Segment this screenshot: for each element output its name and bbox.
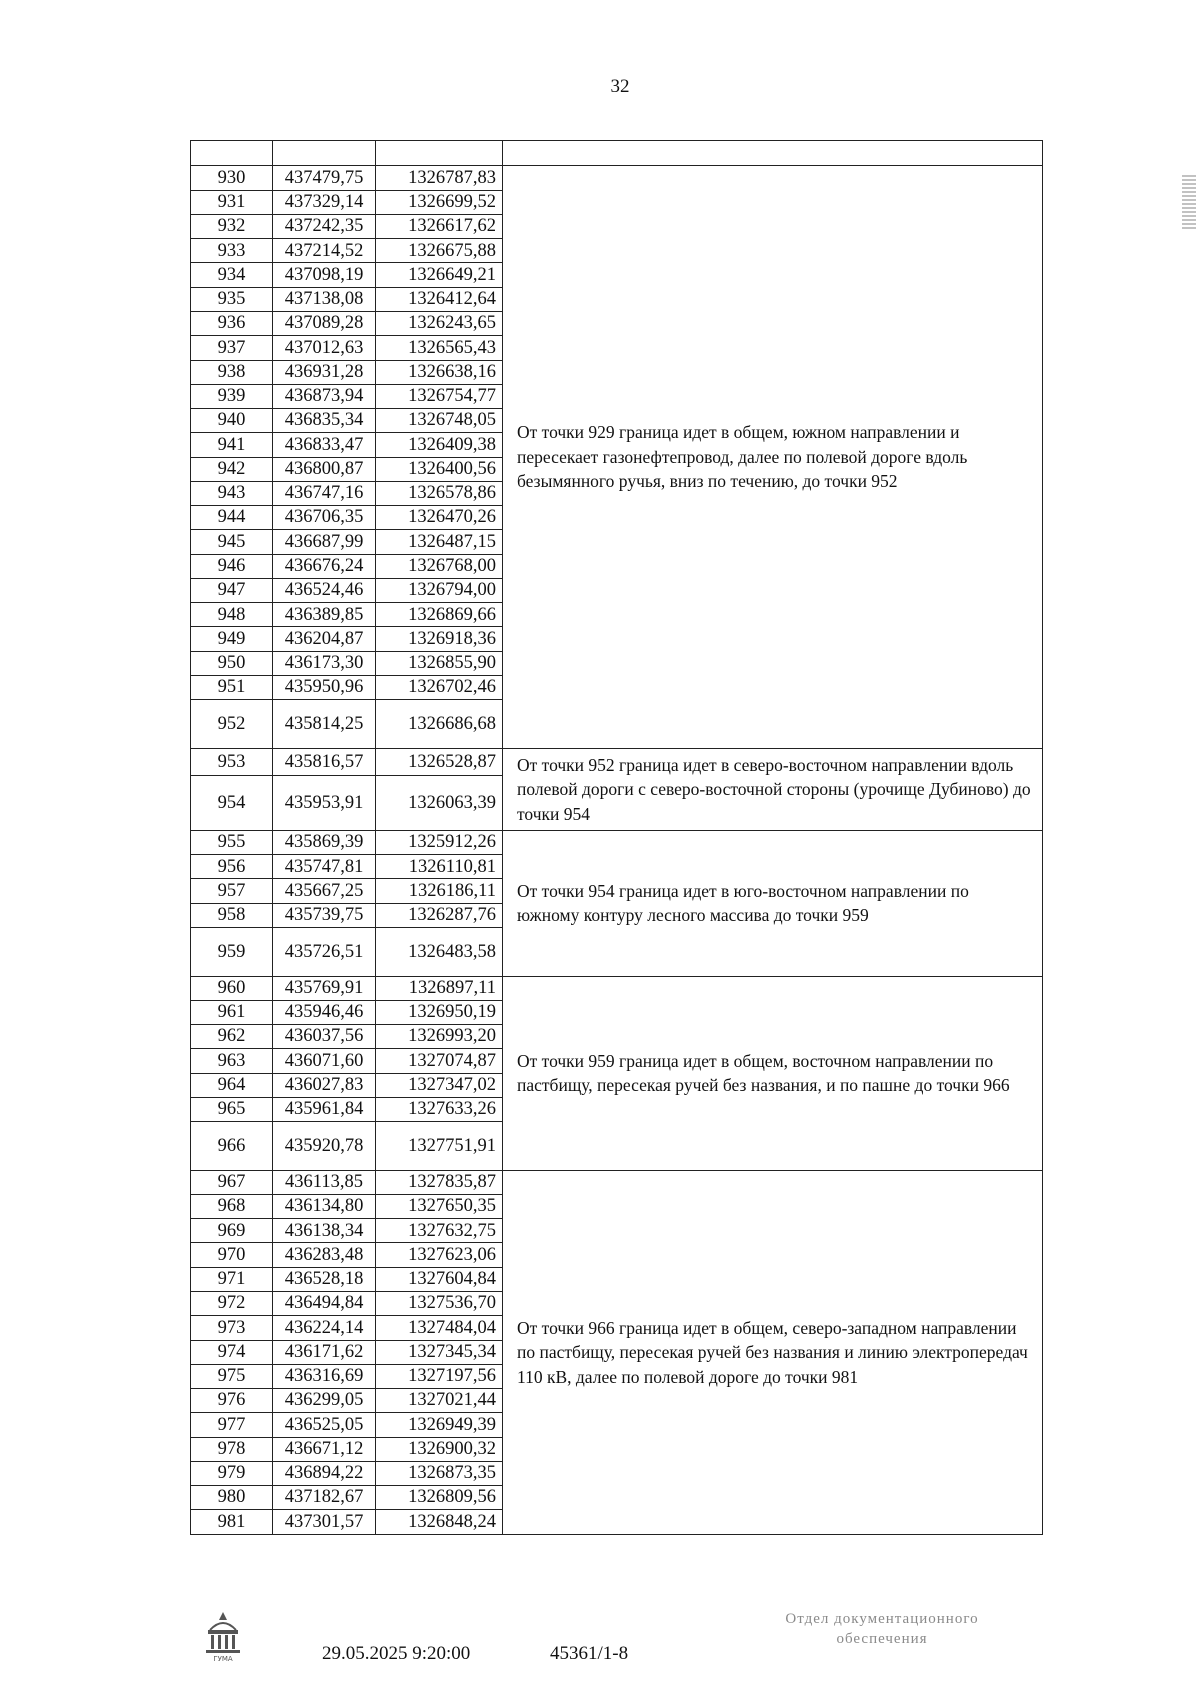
x-coordinate-cell: 435920,78 [273, 1122, 376, 1171]
y-coordinate-cell: 1326617,62 [376, 214, 503, 238]
x-coordinate-cell: 437012,63 [273, 336, 376, 360]
x-coordinate-cell: 437182,67 [273, 1486, 376, 1510]
y-coordinate-cell: 1326487,15 [376, 530, 503, 554]
table-row [191, 830, 1043, 854]
y-coordinate-cell: 1326186,11 [376, 879, 503, 903]
y-coordinate-cell: 1327632,75 [376, 1219, 503, 1243]
point-number-cell: 978 [191, 1437, 273, 1461]
y-coordinate-cell: 1327650,35 [376, 1194, 503, 1218]
x-coordinate-cell: 436138,34 [273, 1219, 376, 1243]
y-coordinate-cell: 1326754,77 [376, 384, 503, 408]
x-coordinate-cell: 436835,34 [273, 409, 376, 433]
x-coordinate-cell: 436671,12 [273, 1437, 376, 1461]
y-coordinate-cell: 1326409,38 [376, 433, 503, 457]
table-row [191, 976, 1043, 1000]
point-number-cell: 970 [191, 1243, 273, 1267]
x-coordinate-cell: 436524,46 [273, 578, 376, 602]
x-coordinate-cell: 435739,75 [273, 903, 376, 927]
x-coordinate-cell: 436676,24 [273, 554, 376, 578]
y-coordinate-cell: 1327751,91 [376, 1122, 503, 1171]
y-coordinate-cell: 1326900,32 [376, 1437, 503, 1461]
x-coordinate-cell: 436071,60 [273, 1049, 376, 1073]
table-row [191, 1170, 1043, 1194]
y-coordinate-cell: 1327074,87 [376, 1049, 503, 1073]
x-coordinate-cell: 435816,57 [273, 748, 376, 775]
x-coordinate-cell: 436931,28 [273, 360, 376, 384]
y-coordinate-cell: 1326993,20 [376, 1025, 503, 1049]
y-coordinate-cell: 1326918,36 [376, 627, 503, 651]
y-coordinate-cell: 1326949,39 [376, 1413, 503, 1437]
boundary-description-cell: От точки 966 граница идет в общем, северо-западном направлении по пастбищу, пересекая ручей без названия и линию электропередач 110 кВ, далее по полевой дороге до точки 981 [503, 1170, 1043, 1534]
coordinates-table [190, 140, 1043, 1535]
y-coordinate-cell: 1327347,02 [376, 1073, 503, 1097]
point-number-cell: 943 [191, 481, 273, 505]
x-coordinate-cell: 436283,48 [273, 1243, 376, 1267]
x-coordinate-cell: 436800,87 [273, 457, 376, 481]
point-number-cell: 933 [191, 239, 273, 263]
y-coordinate-cell: 1326638,16 [376, 360, 503, 384]
y-coordinate-cell: 1327633,26 [376, 1097, 503, 1121]
point-number-cell: 953 [191, 748, 273, 775]
stamp-line-2: обеспечения [836, 1631, 928, 1648]
y-coordinate-cell: 1326950,19 [376, 1000, 503, 1024]
x-coordinate-cell: 435946,46 [273, 1000, 376, 1024]
point-number-cell: 976 [191, 1389, 273, 1413]
point-number-cell: 946 [191, 554, 273, 578]
x-coordinate-cell: 435747,81 [273, 855, 376, 879]
point-number-cell: 949 [191, 627, 273, 651]
y-coordinate-cell: 1326897,11 [376, 976, 503, 1000]
table-row [191, 748, 1043, 775]
footer-date: 29.05.2025 9:20:00 [322, 1643, 471, 1664]
point-number-cell: 964 [191, 1073, 273, 1097]
x-coordinate-cell: 435961,84 [273, 1097, 376, 1121]
x-coordinate-cell: 436389,85 [273, 603, 376, 627]
y-coordinate-cell: 1325912,26 [376, 830, 503, 854]
y-coordinate-cell: 1326578,86 [376, 481, 503, 505]
y-coordinate-cell: 1326748,05 [376, 409, 503, 433]
emblem-label: ГУМА [213, 1655, 233, 1663]
x-coordinate-cell: 436833,47 [273, 433, 376, 457]
point-number-cell: 960 [191, 976, 273, 1000]
point-number-cell: 971 [191, 1267, 273, 1291]
x-coordinate-cell: 436037,56 [273, 1025, 376, 1049]
y-coordinate-cell: 1327623,06 [376, 1243, 503, 1267]
x-coordinate-cell: 436134,80 [273, 1194, 376, 1218]
header-cell-x [273, 141, 376, 166]
point-number-cell: 939 [191, 384, 273, 408]
y-coordinate-cell: 1327536,70 [376, 1291, 503, 1315]
y-coordinate-cell: 1326794,00 [376, 578, 503, 602]
y-coordinate-cell: 1327021,44 [376, 1389, 503, 1413]
point-number-cell: 977 [191, 1413, 273, 1437]
point-number-cell: 935 [191, 287, 273, 311]
point-number-cell: 958 [191, 903, 273, 927]
y-coordinate-cell: 1327345,34 [376, 1340, 503, 1364]
x-coordinate-cell: 437138,08 [273, 287, 376, 311]
y-coordinate-cell: 1326565,43 [376, 336, 503, 360]
x-coordinate-cell: 437479,75 [273, 166, 376, 190]
point-number-cell: 952 [191, 700, 273, 749]
point-number-cell: 966 [191, 1122, 273, 1171]
point-number-cell: 956 [191, 855, 273, 879]
x-coordinate-cell: 437089,28 [273, 311, 376, 335]
footer-document-code: 45361/1-8 [550, 1643, 629, 1664]
x-coordinate-cell: 435869,39 [273, 830, 376, 854]
point-number-cell: 932 [191, 214, 273, 238]
boundary-description-cell: От точки 929 граница идет в общем, южном направлении и пересекает газонефтепровод, далее по полевой дороге вдоль безымянного ручья, вниз по течению, до точки 952 [503, 166, 1043, 748]
department-stamp [722, 1609, 1042, 1650]
point-number-cell: 965 [191, 1097, 273, 1121]
y-coordinate-cell: 1326873,35 [376, 1461, 503, 1485]
y-coordinate-cell: 1326848,24 [376, 1510, 503, 1535]
point-number-cell: 944 [191, 506, 273, 530]
point-number-cell: 975 [191, 1364, 273, 1388]
point-number-cell: 974 [191, 1340, 273, 1364]
y-coordinate-cell: 1326686,68 [376, 700, 503, 749]
y-coordinate-cell: 1326063,39 [376, 776, 503, 831]
point-number-cell: 961 [191, 1000, 273, 1024]
point-number-cell: 972 [191, 1291, 273, 1315]
y-coordinate-cell: 1326243,65 [376, 311, 503, 335]
point-number-cell: 967 [191, 1170, 273, 1194]
point-number-cell: 948 [191, 603, 273, 627]
y-coordinate-cell: 1326809,56 [376, 1486, 503, 1510]
x-coordinate-cell: 436171,62 [273, 1340, 376, 1364]
stamp-line-1: Отдел документационного [785, 1611, 979, 1627]
point-number-cell: 963 [191, 1049, 273, 1073]
header-cell-description [503, 141, 1043, 166]
x-coordinate-cell: 437329,14 [273, 190, 376, 214]
x-coordinate-cell: 436873,94 [273, 384, 376, 408]
x-coordinate-cell: 436224,14 [273, 1316, 376, 1340]
point-number-cell: 950 [191, 651, 273, 675]
x-coordinate-cell: 437242,35 [273, 214, 376, 238]
header-cell-y [376, 141, 503, 166]
point-number-cell: 938 [191, 360, 273, 384]
x-coordinate-cell: 437098,19 [273, 263, 376, 287]
y-coordinate-cell: 1326483,58 [376, 928, 503, 977]
x-coordinate-cell: 436747,16 [273, 481, 376, 505]
y-coordinate-cell: 1326702,46 [376, 675, 503, 699]
emblem-icon [200, 1608, 246, 1664]
x-coordinate-cell: 435953,91 [273, 776, 376, 831]
y-coordinate-cell: 1326287,76 [376, 903, 503, 927]
scan-edge-mark [1182, 175, 1196, 230]
x-coordinate-cell: 436204,87 [273, 627, 376, 651]
boundary-description-cell: От точки 952 граница идет в северо-восточном направлении вдоль полевой дороги с северо-восточной стороны (урочище Дубиново) до точки 954 [503, 748, 1043, 830]
point-number-cell: 957 [191, 879, 273, 903]
y-coordinate-cell: 1326110,81 [376, 855, 503, 879]
x-coordinate-cell: 436113,85 [273, 1170, 376, 1194]
y-coordinate-cell: 1326412,64 [376, 287, 503, 311]
x-coordinate-cell: 435769,91 [273, 976, 376, 1000]
point-number-cell: 954 [191, 776, 273, 831]
point-number-cell: 936 [191, 311, 273, 335]
point-number-cell: 981 [191, 1510, 273, 1535]
x-coordinate-cell: 436027,83 [273, 1073, 376, 1097]
y-coordinate-cell: 1326400,56 [376, 457, 503, 481]
point-number-cell: 962 [191, 1025, 273, 1049]
point-number-cell: 940 [191, 409, 273, 433]
x-coordinate-cell: 436706,35 [273, 506, 376, 530]
y-coordinate-cell: 1326470,26 [376, 506, 503, 530]
x-coordinate-cell: 436316,69 [273, 1364, 376, 1388]
point-number-cell: 973 [191, 1316, 273, 1340]
header-cell-number [191, 141, 273, 166]
x-coordinate-cell: 435950,96 [273, 675, 376, 699]
point-number-cell: 947 [191, 578, 273, 602]
point-number-cell: 979 [191, 1461, 273, 1485]
point-number-cell: 969 [191, 1219, 273, 1243]
y-coordinate-cell: 1327604,84 [376, 1267, 503, 1291]
y-coordinate-cell: 1327484,04 [376, 1316, 503, 1340]
point-number-cell: 945 [191, 530, 273, 554]
point-number-cell: 930 [191, 166, 273, 190]
y-coordinate-cell: 1326675,88 [376, 239, 503, 263]
x-coordinate-cell: 435814,25 [273, 700, 376, 749]
point-number-cell: 934 [191, 263, 273, 287]
y-coordinate-cell: 1326528,87 [376, 748, 503, 775]
x-coordinate-cell: 437301,57 [273, 1510, 376, 1535]
point-number-cell: 959 [191, 928, 273, 977]
x-coordinate-cell: 436494,84 [273, 1291, 376, 1315]
point-number-cell: 931 [191, 190, 273, 214]
boundary-description-cell: От точки 959 граница идет в общем, восточном направлении по пастбищу, пересекая ручей без названия, и по пашне до точки 966 [503, 976, 1043, 1170]
y-coordinate-cell: 1327197,56 [376, 1364, 503, 1388]
point-number-cell: 955 [191, 830, 273, 854]
point-number-cell: 941 [191, 433, 273, 457]
point-number-cell: 951 [191, 675, 273, 699]
y-coordinate-cell: 1326855,90 [376, 651, 503, 675]
x-coordinate-cell: 435726,51 [273, 928, 376, 977]
x-coordinate-cell: 436528,18 [273, 1267, 376, 1291]
table-header-row [191, 141, 1043, 166]
boundary-description-cell: От точки 954 граница идет в юго-восточном направлении по южному контуру лесного массива до точки 959 [503, 830, 1043, 976]
y-coordinate-cell: 1326768,00 [376, 554, 503, 578]
point-number-cell: 937 [191, 336, 273, 360]
y-coordinate-cell: 1326869,66 [376, 603, 503, 627]
x-coordinate-cell: 436299,05 [273, 1389, 376, 1413]
x-coordinate-cell: 437214,52 [273, 239, 376, 263]
x-coordinate-cell: 436173,30 [273, 651, 376, 675]
y-coordinate-cell: 1326699,52 [376, 190, 503, 214]
point-number-cell: 980 [191, 1486, 273, 1510]
point-number-cell: 968 [191, 1194, 273, 1218]
point-number-cell: 942 [191, 457, 273, 481]
x-coordinate-cell: 436894,22 [273, 1461, 376, 1485]
y-coordinate-cell: 1326649,21 [376, 263, 503, 287]
x-coordinate-cell: 436525,05 [273, 1413, 376, 1437]
x-coordinate-cell: 435667,25 [273, 879, 376, 903]
page-number: 32 [610, 76, 630, 97]
y-coordinate-cell: 1326787,83 [376, 166, 503, 190]
y-coordinate-cell: 1327835,87 [376, 1170, 503, 1194]
x-coordinate-cell: 436687,99 [273, 530, 376, 554]
table-row [191, 166, 1043, 190]
